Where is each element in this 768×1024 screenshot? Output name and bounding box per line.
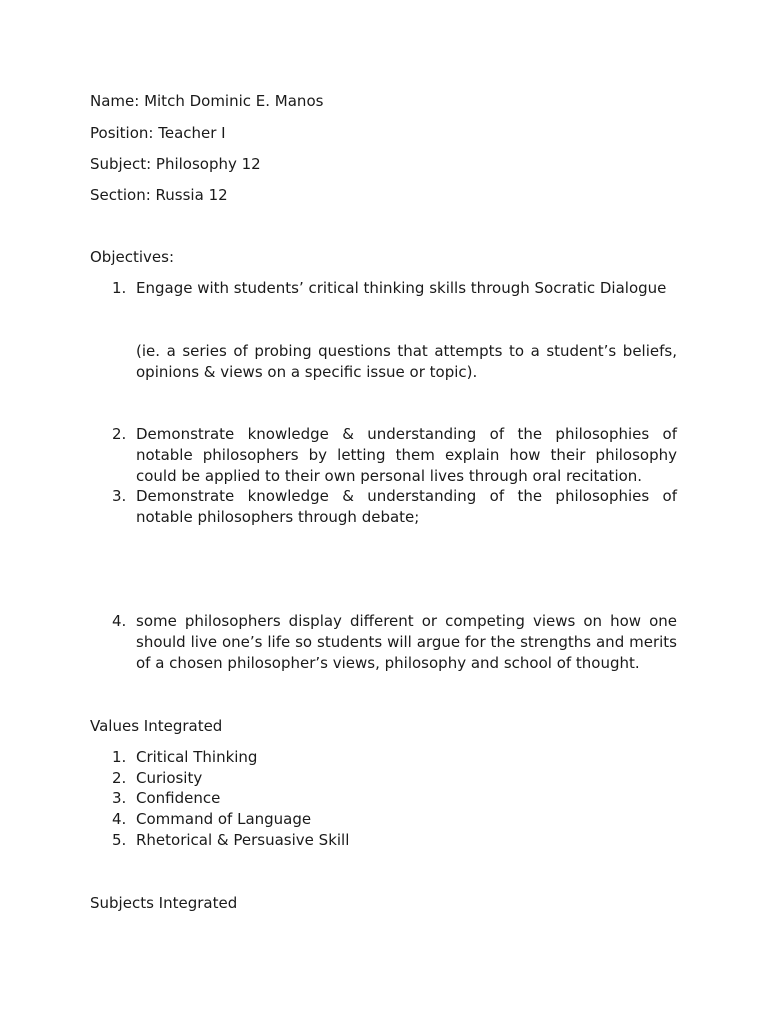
subjects-heading: Subjects Integrated [90, 894, 238, 912]
value-text: Rhetorical & Persuasive Skill [136, 831, 350, 849]
objective-text: some philosophers display different or competing views on how one should live one’s life so students will argue for the strengths and merits of a chosen philosopher’s views, philosophy and school of thought. [136, 612, 677, 672]
objective-number: 4. [112, 612, 127, 630]
objective-text: Demonstrate knowledge & understanding of the philosophies of notable philosophers by letting them explain how their philosophy could be applied to their own personal lives through oral recitation. [136, 425, 677, 485]
value-number: 2. [112, 769, 127, 787]
value-number: 4. [112, 810, 127, 828]
value-text: Critical Thinking [136, 748, 258, 766]
value-number: 3. [112, 789, 127, 807]
objective-text: Engage with students’ critical thinking skills through Socratic Dialogue [136, 279, 667, 297]
value-text: Command of Language [136, 810, 312, 828]
value-text: Curiosity [136, 769, 203, 787]
position-line: Position: Teacher I [90, 124, 226, 142]
objective-number: 2. [112, 425, 127, 443]
value-text: Confidence [136, 789, 221, 807]
objectives-heading: Objectives: [90, 248, 174, 266]
objective-number: 1. [112, 279, 127, 297]
values-heading: Values Integrated [90, 717, 223, 735]
value-number: 5. [112, 831, 127, 849]
value-number: 1. [112, 748, 127, 766]
objective-number: 3. [112, 487, 127, 505]
name-line: Name: Mitch Dominic E. Manos [90, 92, 324, 110]
subject-line: Subject: Philosophy 12 [90, 155, 261, 173]
objective-text: Demonstrate knowledge & understanding of the philosophies of notable philosophers through debate; [136, 487, 677, 526]
objective-note: (ie. a series of probing questions that attempts to a student’s beliefs, opinions & views on a specific issue or topic). [136, 342, 677, 381]
section-line: Section: Russia 12 [90, 186, 228, 204]
